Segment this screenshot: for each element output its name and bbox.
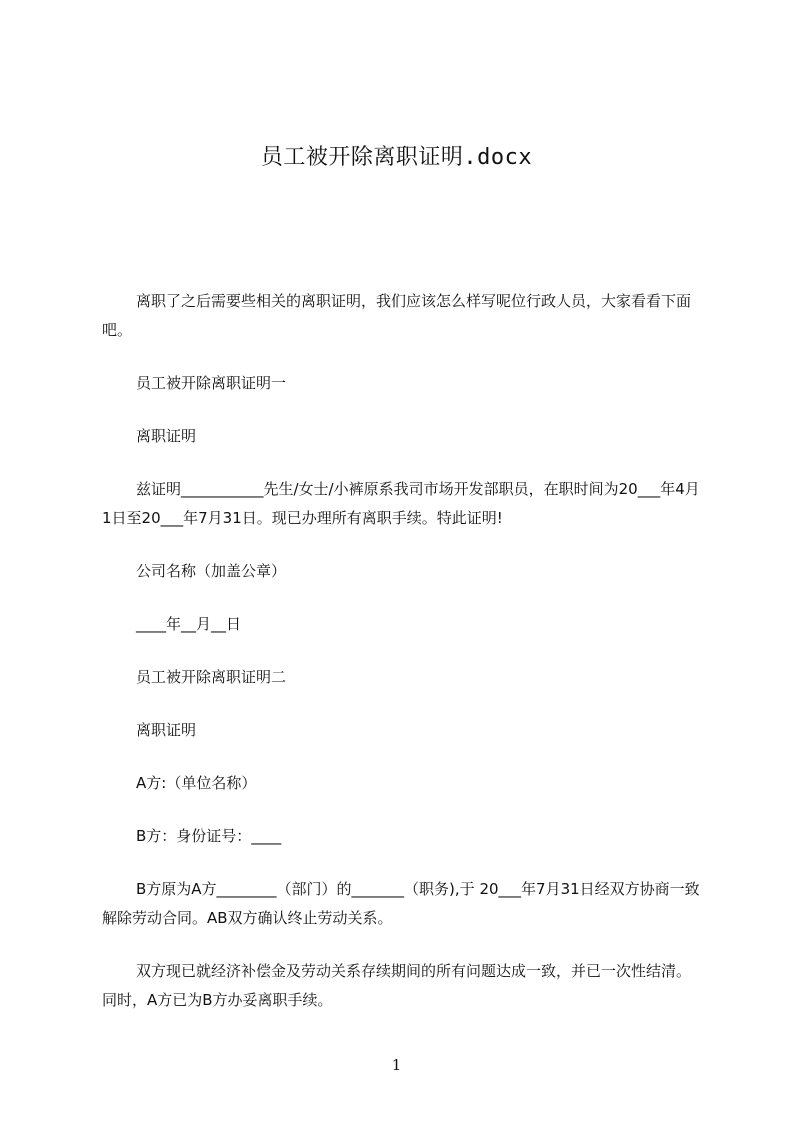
section1-company: 公司名称（加盖公章） xyxy=(136,562,287,580)
document-body xyxy=(102,287,700,1015)
section2-party-b: B方：身份证号：____ xyxy=(136,827,282,845)
section2-heading: 员工被开除离职证明二 xyxy=(136,668,287,686)
section1-date: ____年__月__日 xyxy=(136,615,242,633)
document-title: 员工被开除离职证明.docx xyxy=(260,145,533,170)
section2-cert-title: 离职证明 xyxy=(136,721,197,739)
section2-body1: B方原为A方________（部门）的_______（职务),于 20___年7月31日经双方协商一致解除劳动合同。AB双方确认终止劳动关系。 xyxy=(102,880,700,927)
page-number: 1 xyxy=(391,1056,402,1074)
section2-party-a: A方:（单位名称） xyxy=(136,774,257,792)
section1-body: 兹证明___________先生/女士/小裤原系我司市场开发部职员，在职时间为20___年4月1日至20___年7月31日。现已办理所有离职手续。特此证明! xyxy=(102,480,700,527)
intro-paragraph: 离职了之后需要些相关的离职证明，我们应该怎么样写呢位行政人员，大家看看下面吧。 xyxy=(102,292,692,339)
section1-heading: 员工被开除离职证明一 xyxy=(136,374,287,392)
section2-body2: 双方现已就经济补偿金及劳动关系存续期间的所有问题达成一致，并已一次性结清。同时，A方已为B方办妥离职手续。 xyxy=(102,962,692,1009)
section1-cert-title: 离职证明 xyxy=(136,427,197,445)
